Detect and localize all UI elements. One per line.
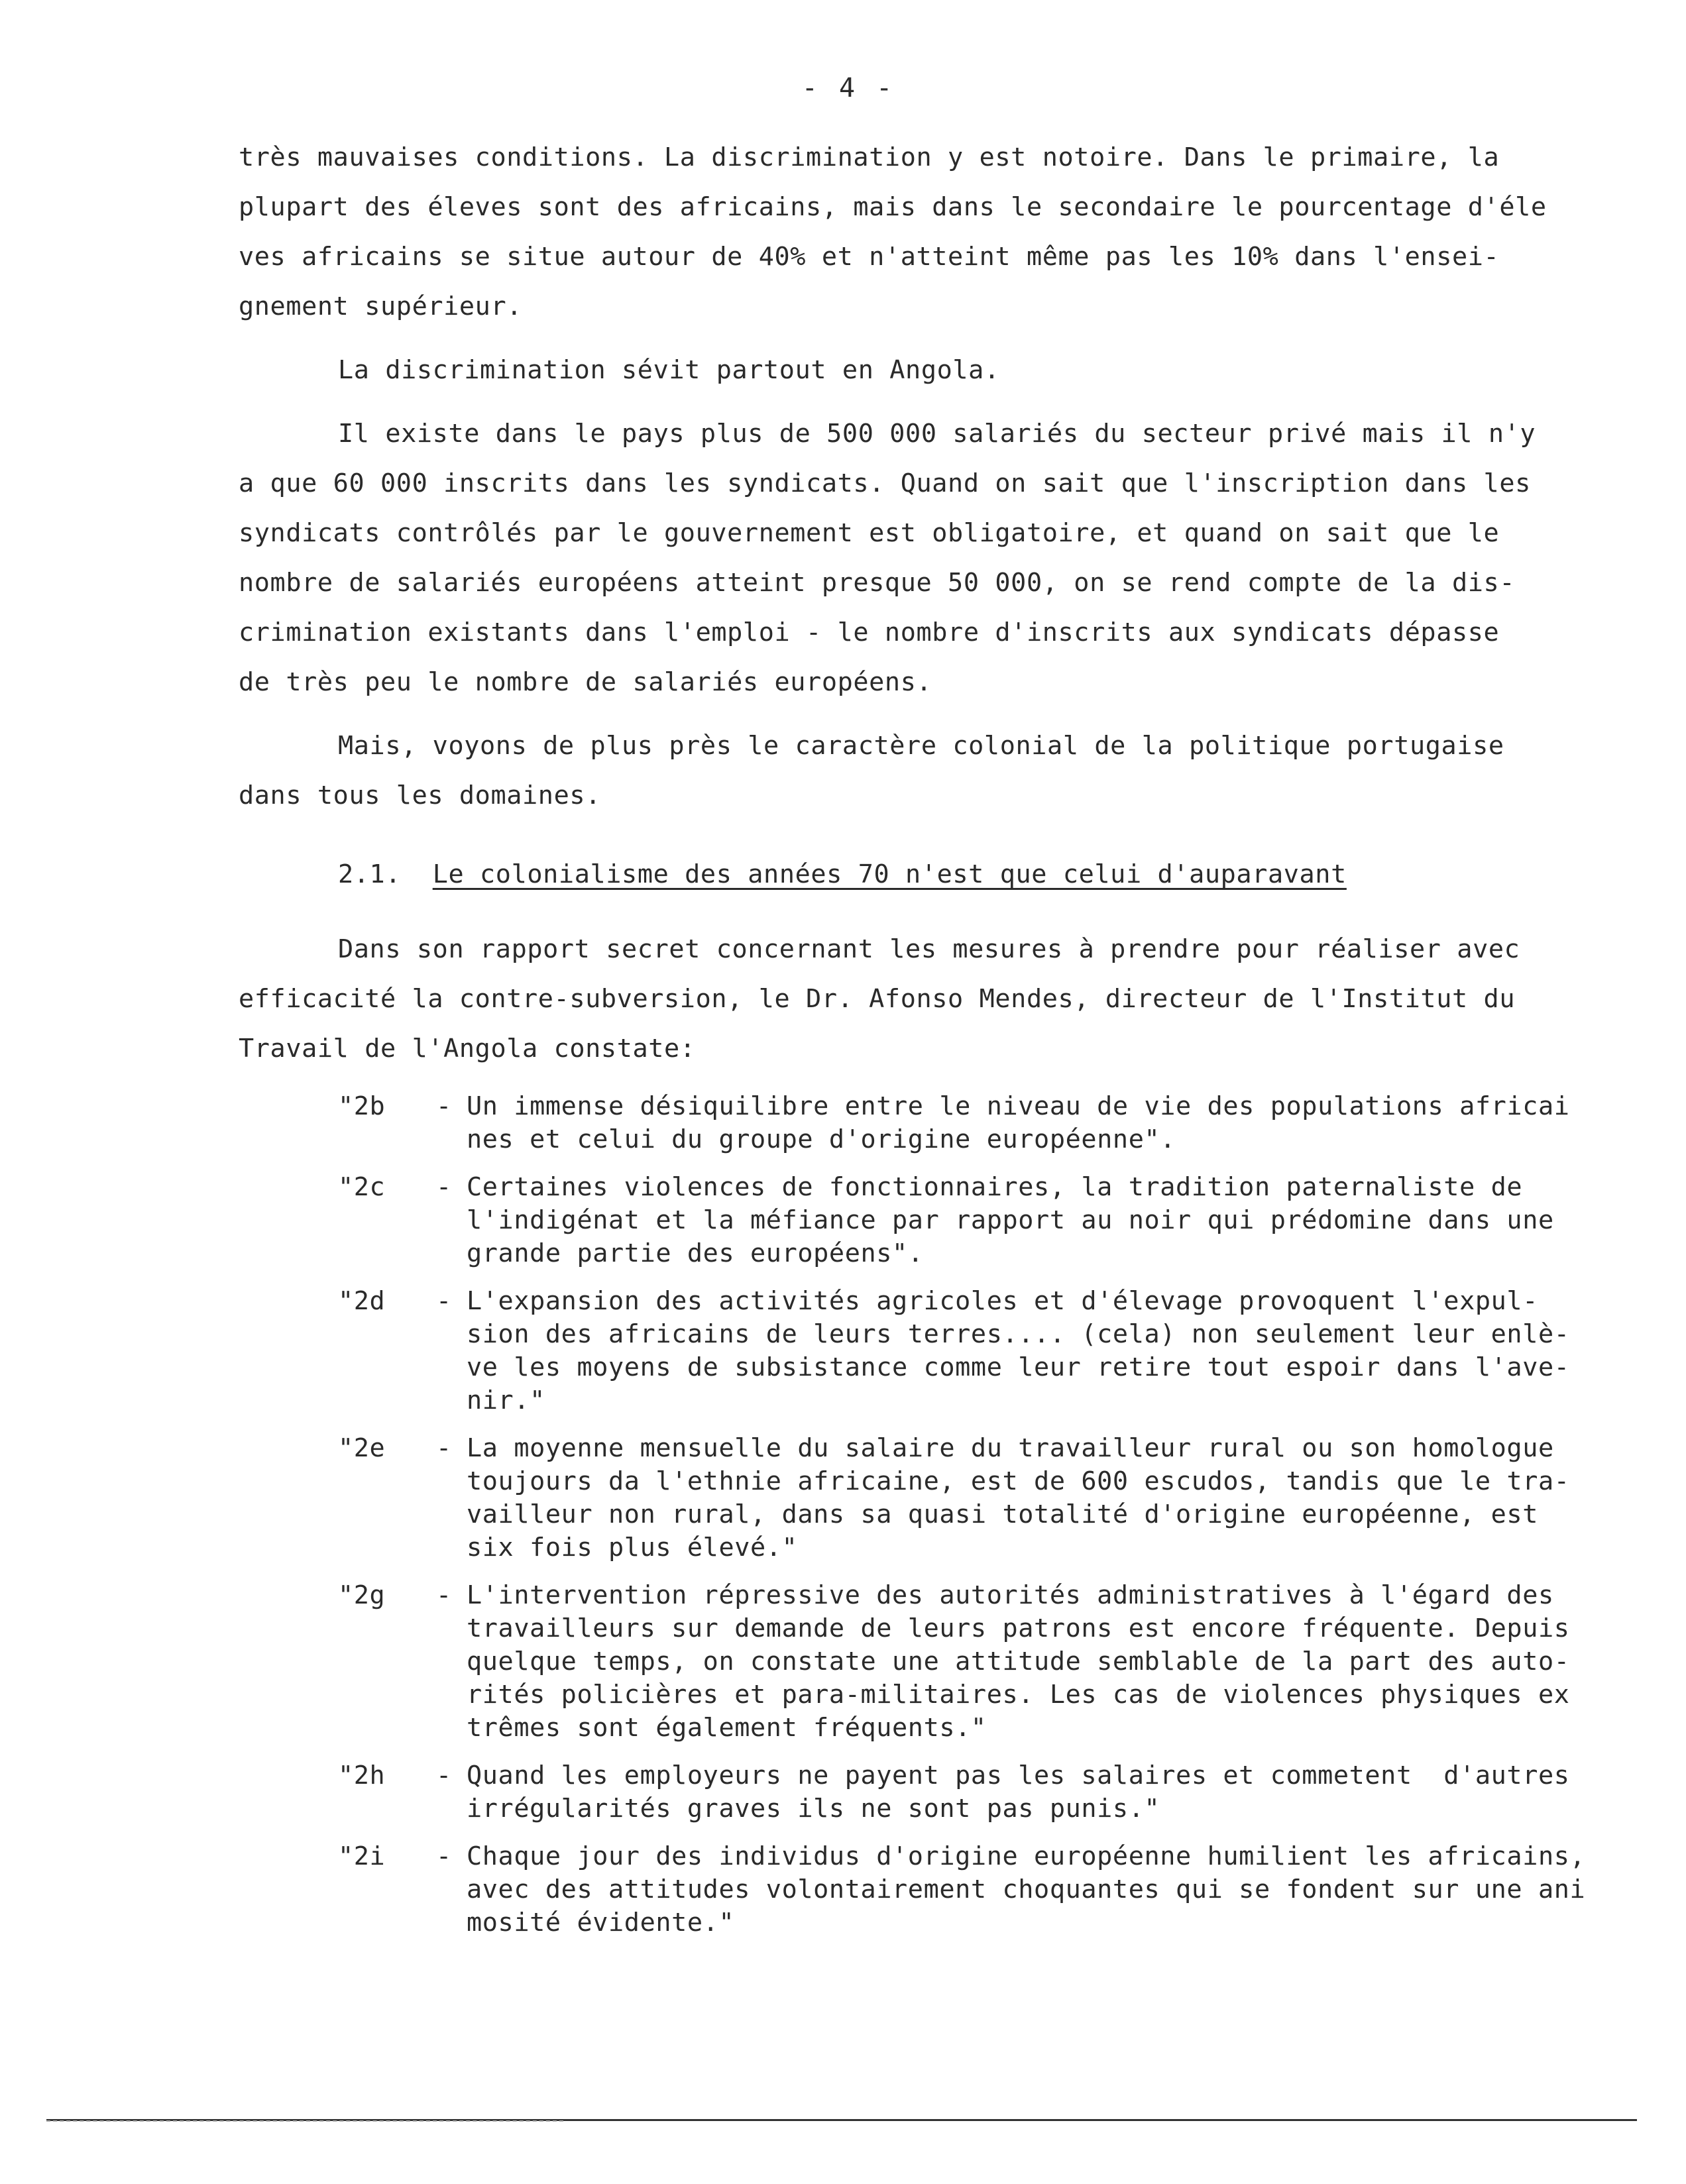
quote-line: grande partie des européens". [467, 1238, 924, 1268]
paragraph-line: gnement supérieur. [239, 292, 523, 321]
quote-item [338, 1579, 1597, 1745]
paragraph-line: crimination existants dans l'emploi - le nombre d'inscrits aux syndicats dépasse [239, 618, 1500, 647]
quote-line: nir." [467, 1386, 545, 1415]
quote-text [467, 1432, 1597, 1564]
quote-label: "2b [338, 1091, 386, 1121]
paragraph [239, 133, 1571, 331]
quote-line: avec des attitudes volontairement choquantes qui se fondent sur une ani [467, 1875, 1586, 1904]
quote-label: "2d [338, 1286, 386, 1316]
paragraph-line: dans tous les domaines. [239, 781, 601, 810]
quote-line: rités policières et para-militaires. Les cas de violences physiques ex [467, 1680, 1570, 1710]
quote-line: trêmes sont également fréquents." [467, 1713, 987, 1743]
quote-text [467, 1579, 1597, 1745]
quote-item [338, 1090, 1597, 1156]
quote-line: nes et celui du groupe d'origine européenne". [467, 1124, 1176, 1154]
paragraph [239, 409, 1571, 707]
paragraph-line: nombre de salariés européens atteint presque 50 000, on se rend compte de la dis- [239, 568, 1516, 598]
section-intro-paragraph [239, 924, 1571, 1073]
quote-line: Chaque jour des individus d'origine européenne humilient les africains, [467, 1841, 1586, 1871]
quote-line: Quand les employeurs ne payent pas les salaires et commetent d'autres [467, 1761, 1570, 1790]
quote-text [467, 1171, 1597, 1270]
quote-text [467, 1840, 1597, 1939]
quote-line: mosité évidente." [467, 1908, 735, 1938]
paragraph-line: très mauvaises conditions. La discrimination y est notoire. Dans le primaire, la [239, 142, 1500, 172]
quote-text [467, 1759, 1597, 1826]
paragraph [239, 345, 1571, 395]
quote-label: "2c [338, 1172, 386, 1202]
intro-text [239, 133, 1571, 820]
paragraph-line: Travail de l'Angola constate: [239, 1034, 696, 1064]
quote-dash: - [436, 1580, 452, 1610]
quote-line: toujours da l'ethnie africaine, est de 600 escudos, tandis que le tra- [467, 1466, 1570, 1496]
quote-dash: - [436, 1172, 452, 1202]
paragraph-line: Mais, voyons de plus près le caractère colonial de la politique portugaise [338, 731, 1504, 761]
page-number: - 4 - [801, 73, 895, 103]
footer-rule-faint [46, 2120, 563, 2122]
quote-line: L'intervention répressive des autorités administratives à l'égard des [467, 1580, 1554, 1610]
quote-item [338, 1285, 1597, 1417]
section-title: Le colonialisme des années 70 n'est que celui d'auparavant [432, 859, 1347, 889]
quote-text [467, 1285, 1597, 1417]
quote-dash: - [436, 1286, 452, 1316]
paragraph-line: Il existe dans le pays plus de 500 000 salariés du secteur privé mais il n'y [338, 419, 1536, 449]
paragraph-line: Dans son rapport secret concernant les mesures à prendre pour réaliser avec [338, 934, 1520, 964]
quote-item [338, 1171, 1597, 1270]
paragraph-line: La discrimination sévit partout en Angola. [338, 355, 1000, 385]
quote-dash: - [436, 1761, 452, 1790]
quote-line: L'expansion des activités agricoles et d'élevage provoquent l'expul- [467, 1286, 1538, 1316]
paragraph-line: syndicats contrôlés par le gouvernement est obligatoire, et quand on sait que le [239, 518, 1500, 548]
paragraph [239, 721, 1571, 820]
quote-dash: - [436, 1433, 452, 1463]
quote-line: six fois plus élevé." [467, 1533, 798, 1562]
quote-line: La moyenne mensuelle du salaire du travailleur rural ou son homologue [467, 1433, 1554, 1463]
quote-dash: - [436, 1091, 452, 1121]
quote-dash: - [436, 1841, 452, 1871]
quote-text [467, 1090, 1597, 1156]
quote-line: quelque temps, on constate une attitude semblable de la part des auto- [467, 1647, 1570, 1676]
paragraph-line: efficacité la contre-subversion, le Dr. Afonso Mendes, directeur de l'Institut du [239, 984, 1516, 1014]
paragraph-line: de très peu le nombre de salariés européens. [239, 667, 932, 697]
quote-line: sion des africains de leurs terres.... (cela) non seulement leur enlè- [467, 1319, 1570, 1349]
quote-item [338, 1840, 1597, 1939]
quote-item [338, 1432, 1597, 1564]
quote-item [338, 1759, 1597, 1826]
paragraph-line: ves africains se situe autour de 40% et n'atteint même pas les 10% dans l'ensei- [239, 242, 1500, 272]
paragraph-line: a que 60 000 inscrits dans les syndicats. Quand on sait que l'inscription dans les [239, 468, 1531, 498]
quote-label: "2i [338, 1841, 386, 1871]
quote-label: "2h [338, 1761, 386, 1790]
section-heading [338, 855, 1347, 895]
quote-line: l'indigénat et la méfiance par rapport au noir qui prédomine dans une [467, 1205, 1554, 1235]
quote-line: Certaines violences de fonctionnaires, la tradition paternaliste de [467, 1172, 1523, 1202]
quote-label: "2g [338, 1580, 386, 1610]
section-number: 2.1. [338, 859, 402, 889]
quote-line: travailleurs sur demande de leurs patrons est encore fréquente. Depuis [467, 1613, 1570, 1643]
quote-line: ve les moyens de subsistance comme leur retire tout espoir dans l'ave- [467, 1352, 1570, 1382]
quote-line: irrégularités graves ils ne sont pas punis." [467, 1794, 1160, 1824]
quote-list [338, 1090, 1597, 1954]
quote-label: "2e [338, 1433, 386, 1463]
quote-line: Un immense désiquilibre entre le niveau de vie des populations africai [467, 1091, 1570, 1121]
paragraph-line: plupart des éleves sont des africains, mais dans le secondaire le pourcentage d'éle [239, 192, 1547, 222]
quote-line: vailleur non rural, dans sa quasi totalité d'origine européenne, est [467, 1500, 1538, 1529]
